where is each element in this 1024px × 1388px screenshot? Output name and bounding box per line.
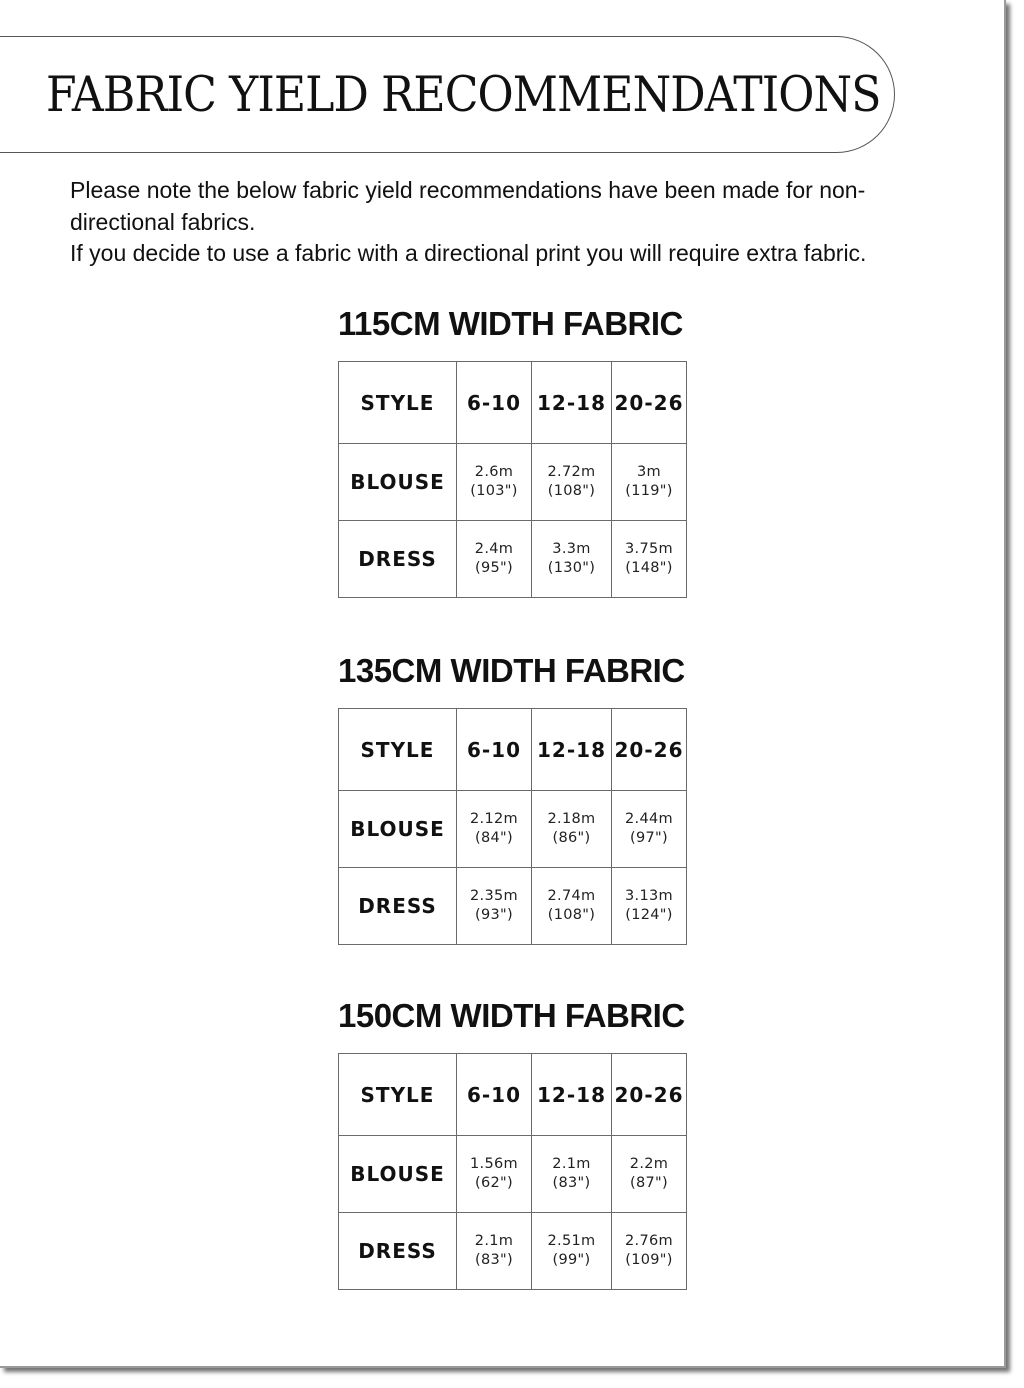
table-header-row	[339, 362, 687, 444]
fabric-yield-table	[338, 361, 687, 598]
yield-cell	[532, 791, 612, 868]
column-header-size: 12-18	[532, 362, 612, 444]
yield-meters: 2.1m	[474, 1233, 514, 1249]
intro-note	[70, 175, 870, 270]
yield-meters: 2.1m	[552, 1156, 591, 1172]
column-header-size: 12-18	[532, 709, 612, 791]
column-header-size: 6-10	[457, 362, 532, 444]
yield-inches: (93")	[475, 907, 513, 923]
yield-meters: 3.13m	[625, 888, 673, 904]
yield-meters: 2.51m	[547, 1233, 596, 1249]
yield-cell	[532, 1213, 612, 1290]
yield-inches: (119")	[625, 483, 673, 499]
yield-meters: 3m	[637, 464, 661, 480]
yield-cell	[457, 1213, 532, 1290]
yield-cell	[457, 791, 532, 868]
column-header-style: STYLE	[339, 362, 457, 444]
yield-cell	[532, 444, 612, 521]
yield-cell	[612, 1136, 687, 1213]
yield-meters: 2.72m	[547, 464, 596, 480]
yield-meters: 2.18m	[547, 811, 596, 827]
row-style-label: BLOUSE	[339, 1136, 457, 1213]
yield-inches: (83")	[475, 1252, 513, 1268]
yield-inches: (130")	[547, 560, 596, 576]
yield-meters: 2.35m	[470, 888, 518, 904]
row-style-label: BLOUSE	[339, 791, 457, 868]
table-header-row	[339, 709, 687, 791]
table-row	[339, 521, 687, 598]
yield-inches: (95")	[475, 560, 513, 576]
yield-cell	[612, 791, 687, 868]
note-line-1: Please note the below fabric yield recommendations have been made for non-directional fabrics.	[70, 177, 866, 235]
column-header-size: 20-26	[612, 362, 687, 444]
yield-meters: 2.12m	[470, 811, 518, 827]
fabric-yield-table	[338, 708, 687, 945]
yield-meters: 3.75m	[625, 541, 673, 557]
yield-inches: (109")	[625, 1252, 673, 1268]
yield-meters: 2.6m	[474, 464, 514, 480]
column-header-style: STYLE	[339, 709, 457, 791]
yield-inches: (99")	[552, 1252, 591, 1268]
yield-inches: (97")	[630, 830, 668, 846]
column-header-size: 20-26	[612, 1054, 687, 1136]
section-heading: 150CM WIDTH FABRIC	[338, 997, 685, 1034]
table-row	[339, 444, 687, 521]
table-header-row	[339, 1054, 687, 1136]
yield-meters: 2.76m	[625, 1233, 673, 1249]
yield-cell	[532, 521, 612, 598]
yield-meters: 2.74m	[547, 888, 596, 904]
yield-inches: (108")	[547, 907, 596, 923]
column-header-size: 12-18	[532, 1054, 612, 1136]
table-row	[339, 1136, 687, 1213]
row-style-label: DRESS	[339, 1213, 457, 1290]
fabric-yield-table	[338, 1053, 687, 1290]
yield-inches: (86")	[552, 830, 591, 846]
yield-inches: (62")	[475, 1175, 513, 1191]
yield-meters: 2.44m	[625, 811, 673, 827]
page-title: FABRIC YIELD RECOMMENDATIONS	[46, 66, 881, 123]
yield-inches: (84")	[475, 830, 513, 846]
yield-meters: 2.2m	[629, 1156, 669, 1172]
section-heading: 135CM WIDTH FABRIC	[338, 652, 685, 689]
yield-meters: 1.56m	[470, 1156, 518, 1172]
yield-cell	[532, 868, 612, 945]
yield-cell	[457, 444, 532, 521]
column-header-style: STYLE	[339, 1054, 457, 1136]
row-style-label: BLOUSE	[339, 444, 457, 521]
yield-cell	[612, 1213, 687, 1290]
yield-inches: (108")	[547, 483, 596, 499]
yield-cell	[457, 868, 532, 945]
yield-inches: (148")	[625, 560, 673, 576]
yield-cell	[532, 1136, 612, 1213]
yield-inches: (87")	[630, 1175, 668, 1191]
yield-meters: 3.3m	[552, 541, 591, 557]
yield-inches: (103")	[470, 483, 518, 499]
yield-cell	[612, 868, 687, 945]
column-header-size: 6-10	[457, 709, 532, 791]
yield-inches: (124")	[625, 907, 673, 923]
yield-cell	[612, 521, 687, 598]
yield-meters: 2.4m	[474, 541, 514, 557]
table-row	[339, 868, 687, 945]
row-style-label: DRESS	[339, 868, 457, 945]
column-header-size: 6-10	[457, 1054, 532, 1136]
note-line-2: If you decide to use a fabric with a directional print you will require extra fabric.	[70, 240, 867, 266]
column-header-size: 20-26	[612, 709, 687, 791]
section-heading: 115CM WIDTH FABRIC	[338, 305, 683, 342]
table-row	[339, 1213, 687, 1290]
yield-cell	[457, 1136, 532, 1213]
yield-cell	[457, 521, 532, 598]
row-style-label: DRESS	[339, 521, 457, 598]
yield-cell	[612, 444, 687, 521]
table-row	[339, 791, 687, 868]
yield-inches: (83")	[552, 1175, 591, 1191]
